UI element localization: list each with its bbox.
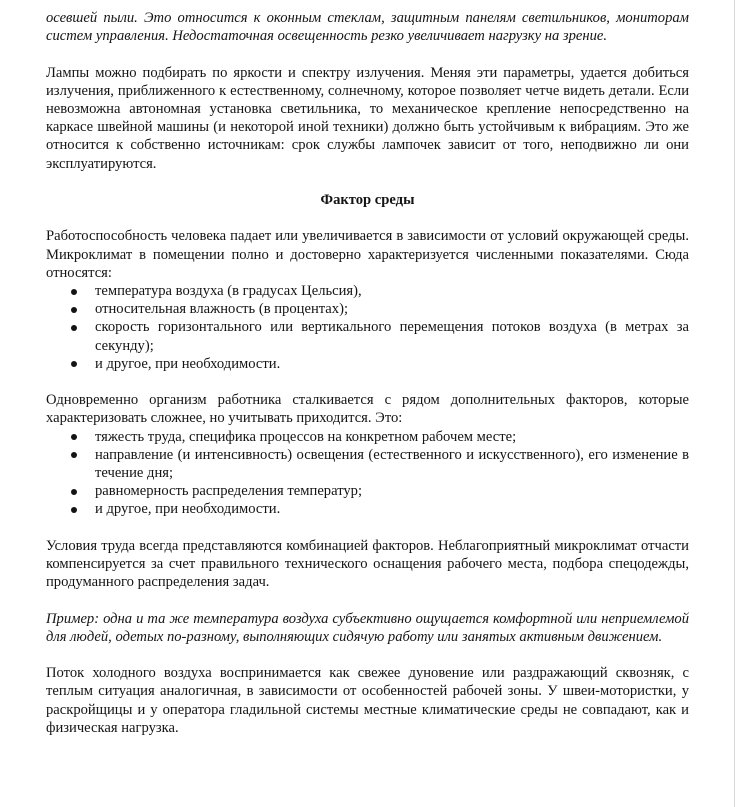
bullet-list-microclimate — [46, 282, 689, 373]
list-item-text: направление (и интенсивность) освещения (естественного и искусственного), его изменение в течение дня; — [95, 446, 689, 482]
paragraph-additional-factors: Одновременно организм работника сталкивается с рядом дополнительных факторов, которые характеризовать сложнее, но учитывать приходится. Это: — [46, 392, 689, 427]
paragraph-air-flow: Поток холодного воздуха воспринимается как свежее дуновение или раздражающий сквозняк, с теплым ситуация аналогичная, в зависимости от особенностей рабочей зоны. У швеи-мотористки, у раскройщицы и у оператора гладильной системы местные климатические среды не совпадают, как и физическая нагрузка. — [46, 665, 689, 736]
list-item — [46, 282, 689, 300]
bullet-icon — [71, 507, 77, 513]
bullet-icon — [71, 289, 77, 295]
paragraph-spacer — [46, 646, 689, 664]
paragraph-environment: Работоспособность человека падает или увеличивается в зависимости от условий окружающей среды. Микроклимат в помещении полно и достоверно характеризуется численными показателями. Сюда относятся: — [46, 228, 689, 281]
list-item — [46, 446, 689, 482]
bullet-icon — [71, 325, 77, 331]
paragraph-spacer — [46, 519, 689, 537]
bullet-icon — [71, 452, 77, 458]
paragraph-conditions: Условия труда всегда представляются комбинацией факторов. Неблагоприятный микроклимат отчасти компенсируется за счет правильного технического оснащения рабочего места, подбора спецодежды, продуманного распределения задач. — [46, 537, 689, 591]
list-item — [46, 482, 689, 500]
list-item-text: и другое, при необходимости. — [95, 355, 281, 372]
list-item — [46, 300, 689, 318]
paragraph-spacer — [46, 373, 689, 391]
bullet-icon — [71, 361, 77, 367]
bullet-list-factors — [46, 428, 689, 519]
list-item-text: равномерность распределения температур; — [95, 483, 363, 500]
list-item-text: тяжесть труда, специфика процессов на конкретном рабочем месте; — [95, 428, 517, 445]
section-heading: Фактор среды — [320, 192, 415, 208]
paragraph-spacer — [46, 591, 689, 609]
list-item-text: температура воздуха (в градусах Цельсия), — [95, 283, 362, 299]
paragraph-example: Пример: одна и та же температура воздуха субъективно ощущается комфортной или неприемлемой для людей, одетых по-разному, выполняющих сидячую работу или занятых активным движением. — [46, 610, 689, 645]
paragraph-lamps: Лампы можно подбирать по яркости и спектру излучения. Меняя эти параметры, удается добиться излучения, приближенного к естественному, солнечному, которое позволяет четче видеть детали. Если невозможна автономная установка светильника, то механическое крепление непосредственно на каркасе швейной машины (и некоторой иной техники) должно быть устойчивым к вибрациям. Это же относится к собственно источникам: срок службы лампочек зависит от того, неподвижно ли они эксплуатируются. — [46, 64, 689, 172]
list-item — [46, 428, 689, 446]
list-item — [46, 318, 689, 354]
bullet-icon — [71, 307, 77, 313]
document-body — [46, 9, 689, 737]
bullet-icon — [71, 489, 77, 495]
paragraph-spacer — [46, 209, 689, 227]
paragraph-spacer — [46, 45, 689, 63]
paragraph-spacer — [46, 173, 689, 191]
list-item-text: и другое, при необходимости. — [95, 501, 281, 518]
paragraph-intro-continuation: осевшей пыли. Это относится к оконным стеклам, защитным панелям светильников, мониторам систем управления. Недостаточная освещенность резко увеличивает нагрузку на зрение. — [46, 10, 689, 45]
bullet-icon — [71, 434, 77, 440]
list-item — [46, 355, 689, 373]
list-item — [46, 500, 689, 518]
list-item-text: скорость горизонтального или вертикального перемещения потоков воздуха (в метрах за секунду); — [95, 319, 689, 354]
list-item-text: относительная влажность (в процентах); — [95, 301, 348, 318]
